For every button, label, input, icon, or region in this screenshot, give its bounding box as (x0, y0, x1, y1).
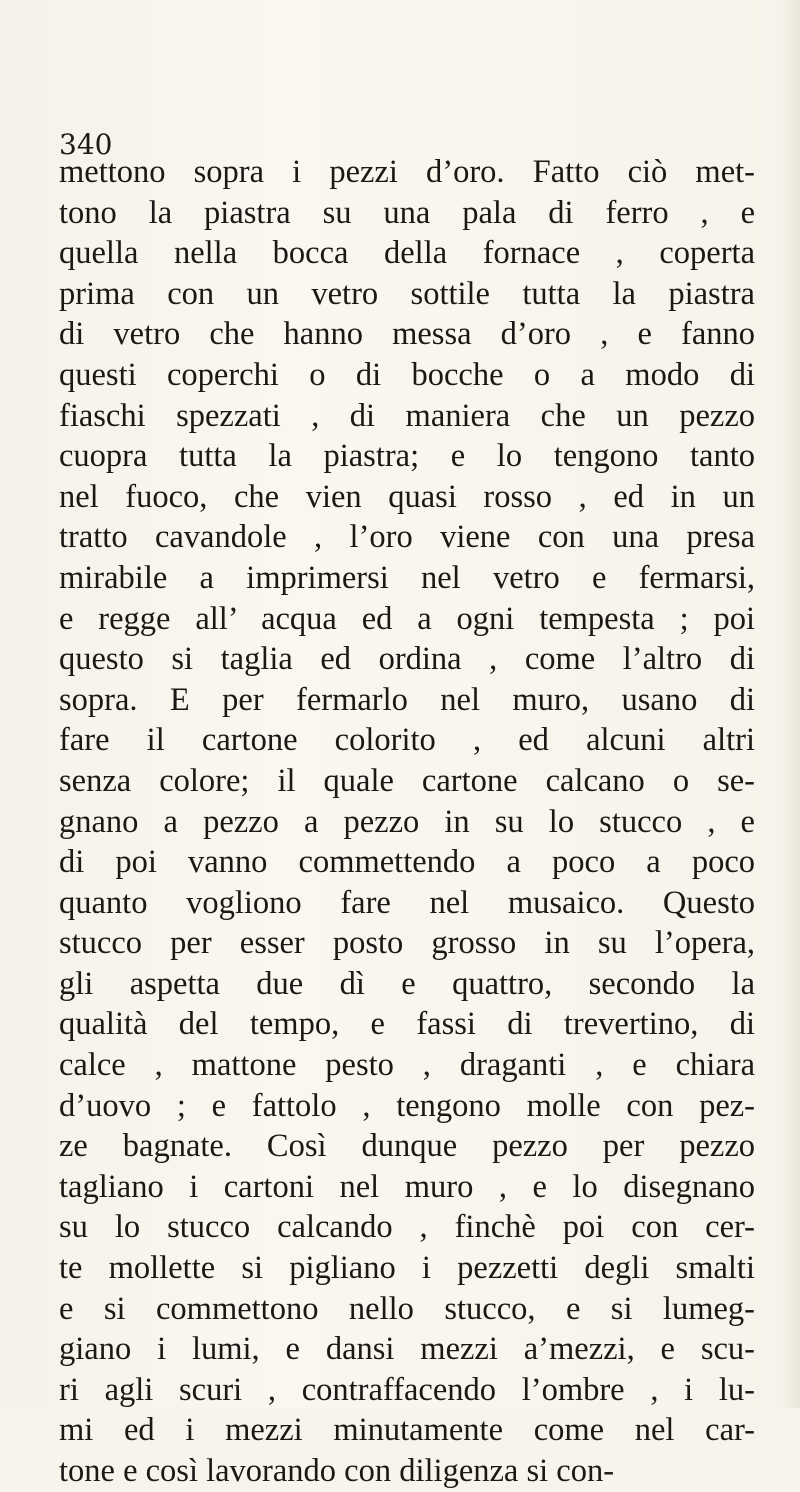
text-line: tratto cavandole , l’oro viene con una presa (59, 519, 755, 556)
text-line: mettono sopra i pezzi d’oro. Fatto ciò met- (59, 154, 755, 190)
text-line: senza colore; il quale cartone calcano o se- (59, 762, 755, 799)
text-line: d’uovo ; e fattolo , tengono molle con pez- (59, 1087, 755, 1124)
text-line: fare il cartone colorito , ed alcuni altri (59, 722, 755, 759)
text-line: su lo stucco calcando , finchè poi con cer- (59, 1209, 755, 1246)
text-line: giano i lumi, e dansi mezzi a’mezzi, e scu- (59, 1331, 755, 1368)
text-line: e si commettono nello stucco, e si lumeg- (59, 1290, 755, 1327)
text-line: cuopra tutta la piastra; e lo tengono tanto (59, 438, 755, 475)
text-line: te mollette si pigliano i pezzetti degli smalti (59, 1250, 755, 1287)
text-line: calce , mattone pesto , draganti , e chiara (59, 1047, 755, 1084)
text-line: stucco per esser posto grosso in su l’opera, (59, 925, 755, 962)
text-line: e regge all’ acqua ed a ogni tempesta ; poi (59, 600, 755, 637)
text-line: ri agli scuri , contraffacendo l’ombre , i lu- (59, 1371, 755, 1408)
text-line: mi ed i mezzi minutamente come nel car- (59, 1412, 755, 1449)
text-line: fiaschi spezzati , di maniera che un pezzo (59, 397, 755, 434)
text-line: tone e così lavorando con diligenza si con- (59, 1453, 615, 1489)
text-line: tono la piastra su una pala di ferro , e (59, 194, 755, 231)
text-line: gli aspetta due dì e quattro, secondo la (59, 965, 755, 1002)
text-line: ze bagnate. Così dunque pezzo per pezzo (59, 1128, 755, 1165)
text-line: di vetro che hanno messa d’oro , e fanno (59, 316, 755, 353)
text-line: questo si taglia ed ordina , come l’altro di (59, 641, 755, 678)
text-line: nel fuoco, che vien quasi rosso , ed in un (59, 478, 755, 515)
text-line: prima con un vetro sottile tutta la piastra (59, 275, 755, 312)
text-line: quanto vogliono fare nel musaico. Questo (59, 884, 755, 921)
body-text (59, 152, 755, 1492)
text-line: sopra. E per fermarlo nel muro, usano di (59, 681, 755, 718)
text-line: gnano a pezzo a pezzo in su lo stucco , e (59, 803, 755, 840)
text-line: tagliano i cartoni nel muro , e lo disegnano (59, 1168, 755, 1205)
page-number: 340 (59, 128, 113, 161)
text-line: quella nella bocca della fornace , coperta (59, 235, 755, 272)
text-line: questi coperchi o di bocche o a modo di (59, 356, 755, 393)
text-line: di poi vanno commettendo a poco a poco (59, 844, 755, 881)
page-edge-shadow (782, 0, 800, 1408)
text-line: mirabile a imprimersi nel vetro e fermarsi, (59, 559, 755, 596)
text-line: qualità del tempo, e fassi di trevertino, di (59, 1006, 755, 1043)
